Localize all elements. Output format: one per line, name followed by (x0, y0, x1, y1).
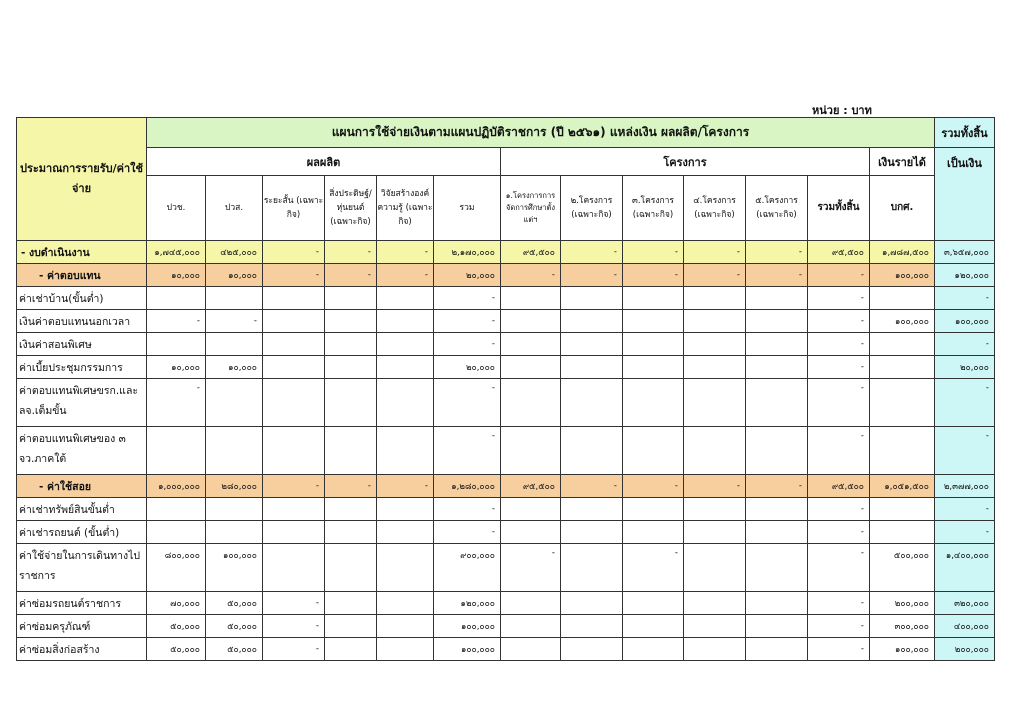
table-cell (746, 544, 808, 592)
table-cell: - (808, 264, 870, 287)
table-cell: - (263, 638, 325, 661)
table-cell (377, 310, 434, 333)
table-row (17, 475, 995, 498)
table-cell (325, 310, 377, 333)
table-cell (561, 379, 623, 427)
table-cell: - (808, 544, 870, 592)
table-cell: - (434, 498, 501, 521)
table-cell: ๑๐,๐๐๐ (206, 356, 263, 379)
table-cell (325, 287, 377, 310)
table-cell: - (935, 498, 995, 521)
row-label: ค่าซ่อมสิ่งก่อสร้าง (17, 638, 147, 661)
table-row (17, 615, 995, 638)
table-cell (684, 638, 746, 661)
row-label: เงินค่าสอนพิเศษ (17, 333, 147, 356)
table-cell (561, 287, 623, 310)
table-cell (377, 498, 434, 521)
table-cell (263, 498, 325, 521)
table-cell: ๓๐๐,๐๐๐ (870, 615, 935, 638)
table-cell: - (561, 475, 623, 498)
row-label: ค่าใช้จ่ายในการเดินทางไปราชการ (17, 544, 147, 592)
budget-table (16, 117, 995, 661)
table-cell (263, 427, 325, 475)
table-cell: - (808, 379, 870, 427)
table-cell (623, 592, 684, 615)
table-cell (684, 592, 746, 615)
table-cell (325, 592, 377, 615)
table-cell: ๕๐,๐๐๐ (206, 592, 263, 615)
table-cell (263, 287, 325, 310)
table-cell: - (808, 356, 870, 379)
row-label: ค่าเช่าทรัพย์สินขั้นต่ำ (17, 498, 147, 521)
table-cell (147, 333, 206, 356)
table-cell: ๑๐๐,๐๐๐ (870, 310, 935, 333)
table-cell: - (808, 615, 870, 638)
table-cell (684, 333, 746, 356)
table-cell (206, 521, 263, 544)
table-cell (746, 333, 808, 356)
table-cell: - (935, 427, 995, 475)
table-cell (684, 356, 746, 379)
table-cell: ๒,๓๗๗,๐๐๐ (935, 475, 995, 498)
table-cell (870, 521, 935, 544)
col-header-output-5: วิจัยสร้างองค์ความรู้ (เฉพาะกิจ) (377, 176, 434, 241)
table-cell: ๑๐๐,๐๐๐ (206, 544, 263, 592)
table-cell (377, 356, 434, 379)
table-cell: ๓๒๐,๐๐๐ (935, 592, 995, 615)
table-cell: - (808, 521, 870, 544)
table-cell: - (434, 379, 501, 427)
table-cell (746, 521, 808, 544)
table-cell: ๑,๒๘๐,๐๐๐ (434, 475, 501, 498)
row-label: - ค่าใช้สอย (17, 475, 147, 498)
col-header-output-1: ปวช. (147, 176, 206, 241)
table-cell: - (808, 333, 870, 356)
table-cell: - (325, 241, 377, 264)
table-cell: ๙๕,๕๐๐ (501, 475, 561, 498)
table-cell: - (501, 264, 561, 287)
table-cell (377, 592, 434, 615)
table-cell: ๑,๗๘๗,๕๐๐ (870, 241, 935, 264)
table-cell (623, 498, 684, 521)
col-header-output-3: ระยะสั้น (เฉพาะกิจ) (263, 176, 325, 241)
table-cell (325, 638, 377, 661)
table-cell: - (325, 475, 377, 498)
table-cell (147, 427, 206, 475)
table-cell (206, 498, 263, 521)
table-cell (501, 379, 561, 427)
table-cell: - (325, 264, 377, 287)
table-cell (684, 498, 746, 521)
table-cell: ๑,๐๐๐,๐๐๐ (147, 475, 206, 498)
table-cell: - (434, 521, 501, 544)
table-cell (263, 356, 325, 379)
table-cell: ๑๐๐,๐๐๐ (434, 615, 501, 638)
table-row (17, 287, 995, 310)
table-cell: ๑๐๐,๐๐๐ (935, 310, 995, 333)
table-cell (746, 287, 808, 310)
table-cell (377, 287, 434, 310)
table-cell: - (808, 427, 870, 475)
table-row (17, 379, 995, 427)
table-cell: - (377, 241, 434, 264)
col-header-income: บกศ. (870, 176, 935, 241)
table-cell: ๑๐๐,๐๐๐ (870, 638, 935, 661)
table-cell (684, 287, 746, 310)
table-cell: - (147, 379, 206, 427)
table-cell (377, 544, 434, 592)
table-cell (561, 356, 623, 379)
table-cell: - (263, 615, 325, 638)
table-cell (684, 379, 746, 427)
table-cell: ๒๐๐,๐๐๐ (935, 638, 995, 661)
row-label: - ค่าตอบแทน (17, 264, 147, 287)
table-cell: - (263, 241, 325, 264)
row-label: ค่าซ่อมรถยนต์ราชการ (17, 592, 147, 615)
table-cell (325, 427, 377, 475)
table-cell (623, 427, 684, 475)
table-cell (870, 379, 935, 427)
table-cell: ๑,๗๔๕,๐๐๐ (147, 241, 206, 264)
table-cell (561, 521, 623, 544)
table-cell (684, 615, 746, 638)
unit-label: หน่วย : บาท (812, 104, 872, 117)
table-cell: - (206, 310, 263, 333)
row-label: ค่าตอบแทนพิเศษขรก.และลจ.เต็มขั้น (17, 379, 147, 427)
table-cell: - (561, 264, 623, 287)
table-cell: ๑๐,๐๐๐ (147, 356, 206, 379)
table-cell: - (935, 333, 995, 356)
table-cell (501, 427, 561, 475)
row-label: - งบดำเนินงาน (17, 241, 147, 264)
table-cell: ๗๐,๐๐๐ (147, 592, 206, 615)
table-cell (561, 498, 623, 521)
table-cell (501, 310, 561, 333)
table-row (17, 310, 995, 333)
table-row (17, 427, 995, 475)
table-cell (501, 615, 561, 638)
table-cell: - (746, 264, 808, 287)
table-cell (561, 592, 623, 615)
table-cell (147, 287, 206, 310)
table-cell: ๒๐๐,๐๐๐ (870, 592, 935, 615)
table-cell: ๔๐๐,๐๐๐ (935, 615, 995, 638)
table-cell (684, 521, 746, 544)
table-cell: - (746, 475, 808, 498)
table-cell (263, 521, 325, 544)
table-cell (501, 521, 561, 544)
table-cell (325, 615, 377, 638)
table-cell (746, 356, 808, 379)
table-cell: ๙๐๐,๐๐๐ (434, 544, 501, 592)
table-cell (263, 333, 325, 356)
table-cell (870, 498, 935, 521)
col-header-project-3: ๓.โครงการ (เฉพาะกิจ) (623, 176, 684, 241)
table-cell: - (684, 475, 746, 498)
table-cell: ๑๐๐,๐๐๐ (870, 264, 935, 287)
table-cell (206, 427, 263, 475)
table-cell (746, 427, 808, 475)
table-cell (501, 356, 561, 379)
table-row (17, 264, 995, 287)
row-label: เงินค่าตอบแทนนอกเวลา (17, 310, 147, 333)
table-cell (746, 592, 808, 615)
row-label-header: ประมาณการรายรับ/ค่าใช้จ่าย (17, 118, 147, 241)
table-cell (377, 615, 434, 638)
table-cell (206, 333, 263, 356)
output-group-header: ผลผลิต (147, 148, 501, 176)
row-label: ค่าเบี้ยประชุมกรรมการ (17, 356, 147, 379)
table-row (17, 544, 995, 592)
table-cell (501, 592, 561, 615)
col-header-project-1: ๑.โครงการการจัดการศึกษาตั้งแต่ฯ (501, 176, 561, 241)
table-cell (501, 287, 561, 310)
table-cell: ๙๕,๕๐๐ (808, 475, 870, 498)
income-header-top: เงินรายได้ (870, 148, 935, 176)
table-cell: ๒๐,๐๐๐ (434, 264, 501, 287)
table-cell (561, 638, 623, 661)
table-cell: - (808, 310, 870, 333)
table-cell (623, 333, 684, 356)
row-label: ค่าเช่ารถยนต์ (ขั้นต่ำ) (17, 521, 147, 544)
table-cell (561, 333, 623, 356)
table-cell (746, 379, 808, 427)
table-cell: ๓,๖๕๗,๐๐๐ (935, 241, 995, 264)
table-cell: - (263, 592, 325, 615)
table-row (17, 241, 995, 264)
table-cell: - (434, 287, 501, 310)
table-cell: ๑๐๐,๐๐๐ (434, 638, 501, 661)
table-cell (325, 356, 377, 379)
table-cell: - (377, 264, 434, 287)
table-cell: ๘๐๐,๐๐๐ (147, 544, 206, 592)
table-cell (501, 333, 561, 356)
table-cell (870, 333, 935, 356)
table-cell: - (623, 264, 684, 287)
table-cell (623, 379, 684, 427)
table-cell (684, 544, 746, 592)
table-cell: - (684, 241, 746, 264)
table-cell: - (746, 241, 808, 264)
table-cell: ๕๐,๐๐๐ (206, 638, 263, 661)
table-cell: ๑๐,๐๐๐ (147, 264, 206, 287)
table-cell: - (501, 544, 561, 592)
table-cell: - (263, 264, 325, 287)
table-cell: - (808, 498, 870, 521)
table-cell (147, 498, 206, 521)
table-cell: ๕๐,๐๐๐ (147, 615, 206, 638)
col-header-output-2: ปวส. (206, 176, 263, 241)
table-cell (263, 310, 325, 333)
table-cell (325, 333, 377, 356)
col-header-output-total: รวม (434, 176, 501, 241)
table-cell: - (808, 287, 870, 310)
table-cell (623, 615, 684, 638)
table-cell: ๕๐๐,๐๐๐ (870, 544, 935, 592)
table-cell: - (263, 475, 325, 498)
table-cell: - (434, 427, 501, 475)
table-cell (870, 356, 935, 379)
table-cell (623, 310, 684, 333)
table-cell (561, 427, 623, 475)
table-cell (870, 427, 935, 475)
table-cell (623, 521, 684, 544)
table-cell: ๑,๐๕๑,๕๐๐ (870, 475, 935, 498)
table-cell: ๑๐,๐๐๐ (206, 264, 263, 287)
table-cell: ๔๒๕,๐๐๐ (206, 241, 263, 264)
table-cell: ๒๐,๐๐๐ (935, 356, 995, 379)
table-cell: ๙๕,๕๐๐ (808, 241, 870, 264)
table-cell (746, 310, 808, 333)
table-row (17, 356, 995, 379)
row-label: ค่าตอบแทนพิเศษของ ๓ จว.ภาคใต้ (17, 427, 147, 475)
table-cell: - (623, 544, 684, 592)
table-cell (325, 379, 377, 427)
table-cell (325, 498, 377, 521)
grand-total-header-top: รวมทั้งสิ้น (935, 118, 995, 148)
table-cell: - (808, 592, 870, 615)
table-cell: ๒๐,๐๐๐ (434, 356, 501, 379)
table-row (17, 498, 995, 521)
project-group-header: โครงการ (501, 148, 870, 176)
table-row (17, 521, 995, 544)
table-cell: - (561, 241, 623, 264)
table-cell: - (935, 521, 995, 544)
table-cell: ๑,๔๐๐,๐๐๐ (935, 544, 995, 592)
table-cell (623, 638, 684, 661)
table-cell: - (684, 264, 746, 287)
table-cell (561, 615, 623, 638)
table-cell: - (377, 475, 434, 498)
table-title: แผนการใช้จ่ายเงินตามแผนปฏิบัติราชการ (ปี ๒๕๖๑) แหล่งเงิน ผลผลิต/โครงการ (147, 118, 935, 148)
col-header-output-4: สิ่งประดิษฐ์/หุ่นยนต์ (เฉพาะกิจ) (325, 176, 377, 241)
table-cell (870, 287, 935, 310)
table-cell (501, 498, 561, 521)
table-cell: - (623, 241, 684, 264)
table-cell: - (147, 310, 206, 333)
table-cell (263, 544, 325, 592)
table-cell (206, 287, 263, 310)
table-cell: ๕๐,๐๐๐ (206, 615, 263, 638)
table-cell: - (434, 333, 501, 356)
table-cell (377, 379, 434, 427)
table-cell (325, 544, 377, 592)
row-label: ค่าซ่อมครุภัณฑ์ (17, 615, 147, 638)
table-cell (325, 521, 377, 544)
col-header-project-5: ๕.โครงการ (เฉพาะกิจ) (746, 176, 808, 241)
table-cell: - (434, 310, 501, 333)
table-cell (623, 356, 684, 379)
row-label: ค่าเช่าบ้าน(ขั้นต่ำ) (17, 287, 147, 310)
table-cell: - (935, 287, 995, 310)
table-cell (684, 310, 746, 333)
table-cell (377, 521, 434, 544)
table-cell: ๙๕,๕๐๐ (501, 241, 561, 264)
table-cell: ๒๘๐,๐๐๐ (206, 475, 263, 498)
col-header-project-total: รวมทั้งสิ้น (808, 176, 870, 241)
table-cell: ๑๒๐,๐๐๐ (434, 592, 501, 615)
table-cell (377, 427, 434, 475)
table-cell: ๕๐,๐๐๐ (147, 638, 206, 661)
col-header-project-4: ๔.โครงการ (เฉพาะกิจ) (684, 176, 746, 241)
table-cell: ๑๒๐,๐๐๐ (935, 264, 995, 287)
table-cell (501, 638, 561, 661)
table-cell (623, 287, 684, 310)
table-cell (561, 544, 623, 592)
table-cell (206, 379, 263, 427)
table-cell (684, 427, 746, 475)
table-cell (746, 498, 808, 521)
table-cell (746, 638, 808, 661)
table-cell: - (623, 475, 684, 498)
grand-total-header-bottom: เป็นเงิน (935, 148, 995, 241)
table-row (17, 333, 995, 356)
col-header-project-2: ๒.โครงการ (เฉพาะกิจ) (561, 176, 623, 241)
table-cell: - (808, 638, 870, 661)
table-cell (746, 615, 808, 638)
table-cell (377, 638, 434, 661)
table-cell: - (935, 379, 995, 427)
table-cell (377, 333, 434, 356)
table-cell (147, 521, 206, 544)
table-cell: ๒,๑๗๐,๐๐๐ (434, 241, 501, 264)
table-cell (263, 379, 325, 427)
table-cell (561, 310, 623, 333)
table-row (17, 592, 995, 615)
table-row (17, 638, 995, 661)
